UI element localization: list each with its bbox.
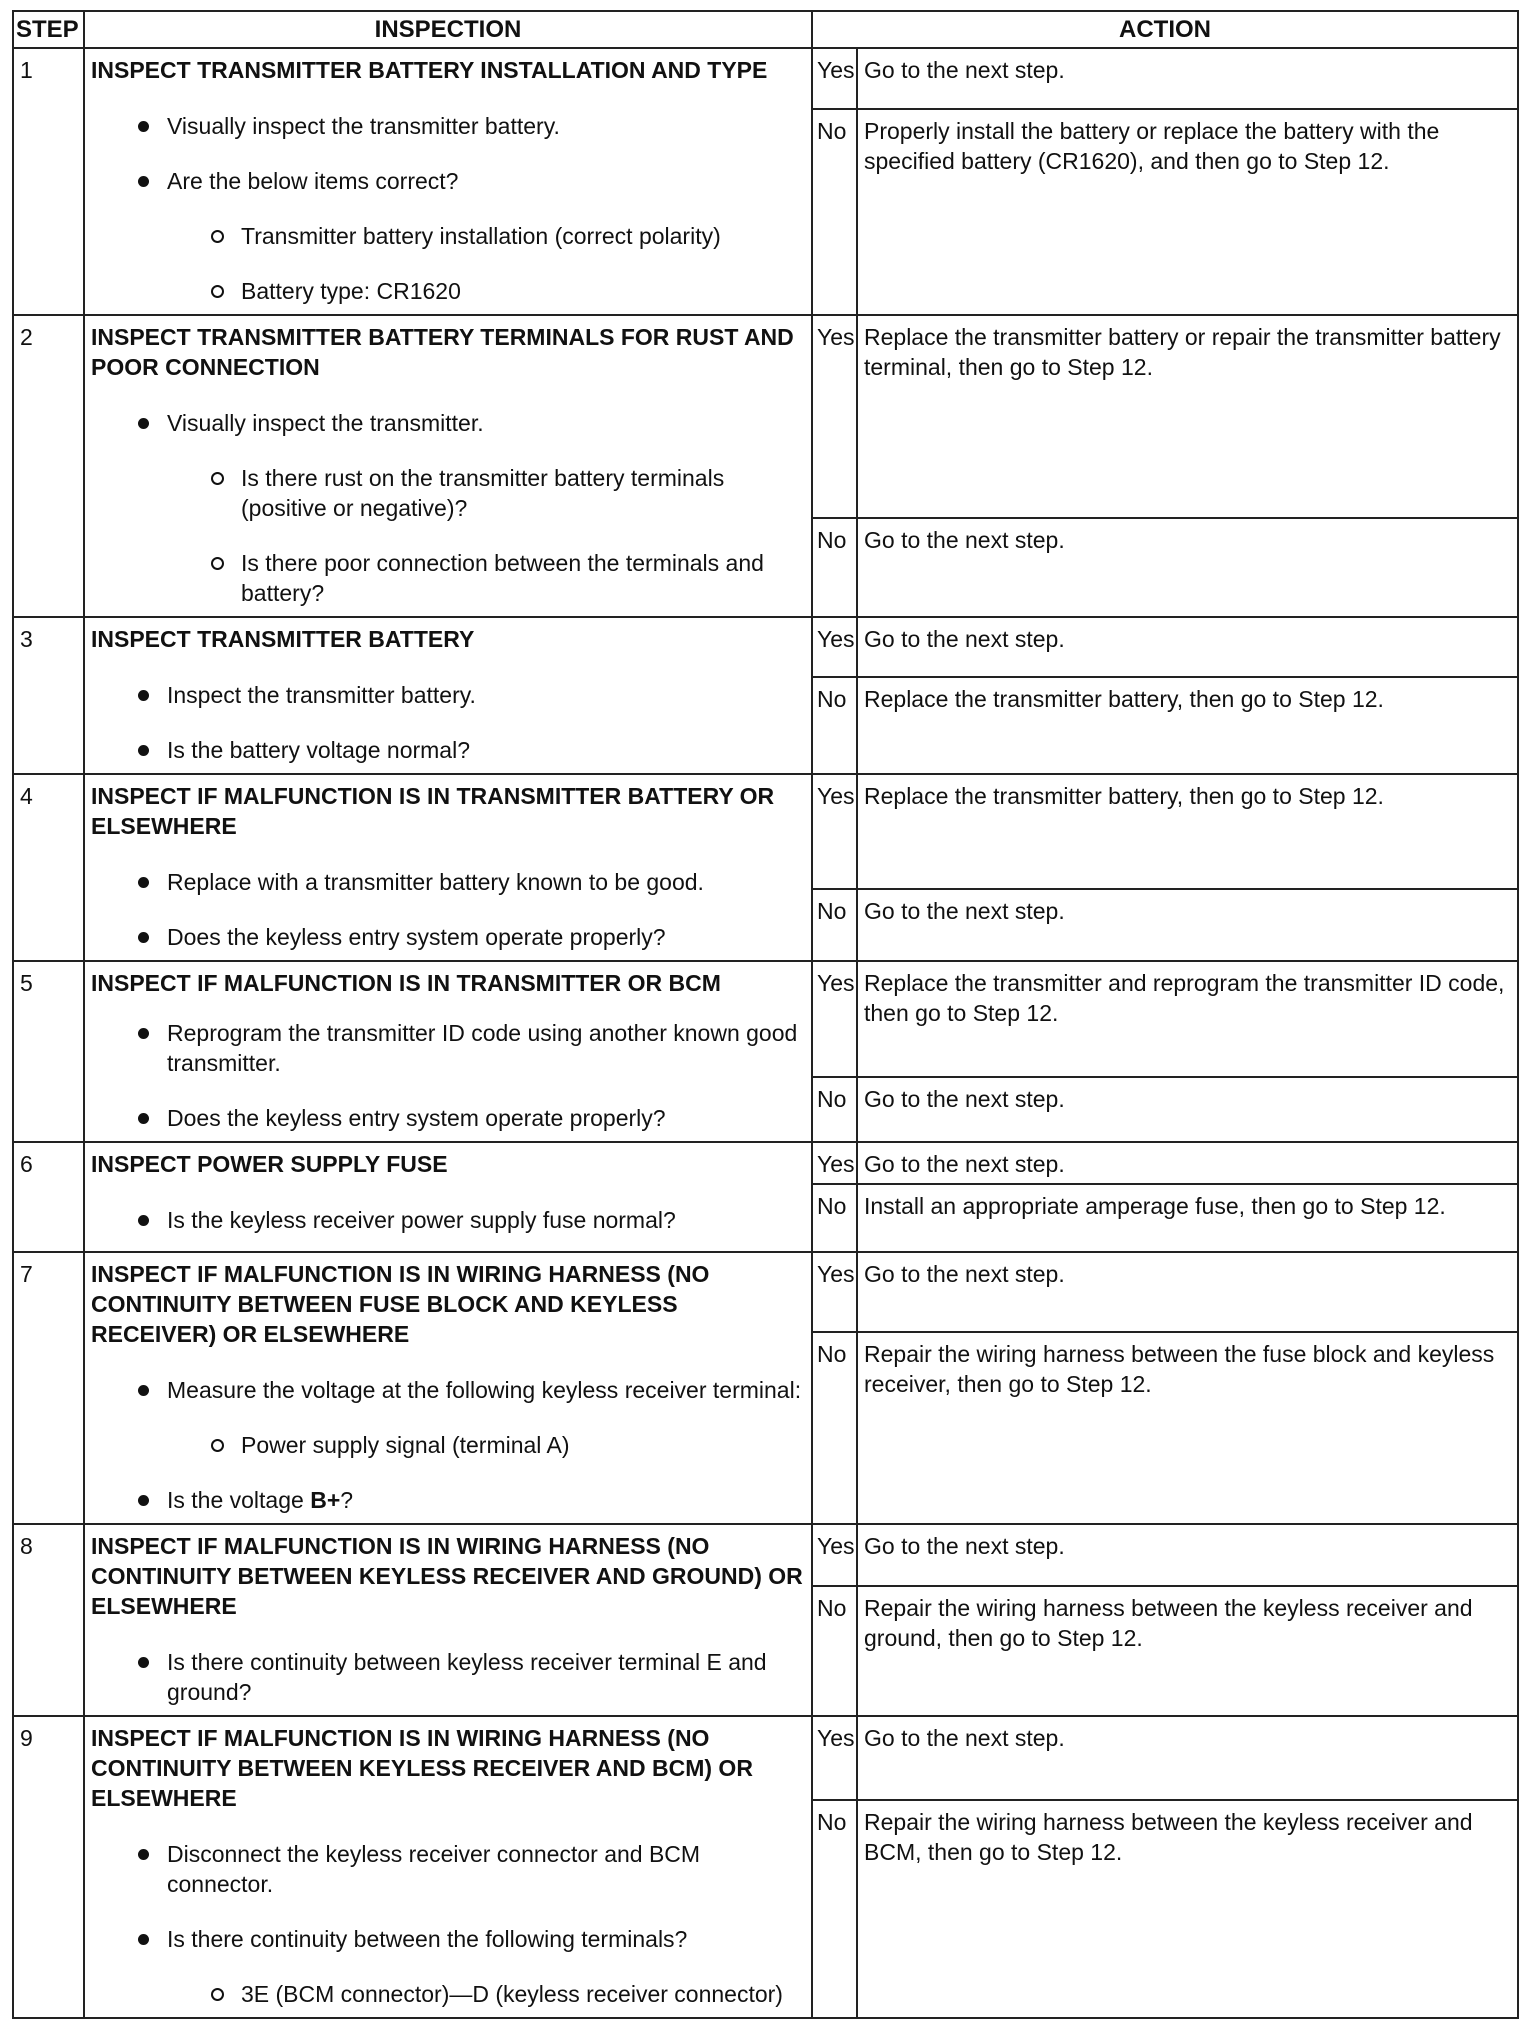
bullet-list: [91, 867, 803, 952]
inspection-table: [12, 10, 1519, 2019]
list-item: Is the keyless receiver power supply fuse normal?: [91, 1205, 803, 1235]
no-action: Properly install the battery or replace the battery with the specified battery (CR1620), and then go to Step 12.: [857, 109, 1518, 315]
yes-action: Go to the next step.: [857, 1142, 1518, 1184]
table-row: [13, 315, 1518, 518]
voltage-value: B+: [310, 1487, 341, 1513]
step-number: 8: [13, 1524, 84, 1716]
table-row: [13, 1524, 1518, 1586]
list-item: Disconnect the keyless receiver connector and BCM connector.: [91, 1839, 803, 1899]
list-item: [91, 166, 803, 306]
list-item: [91, 1375, 803, 1460]
no-label: No: [812, 109, 857, 315]
table-row: [13, 774, 1518, 889]
step-number: 1: [13, 48, 84, 315]
no-action: Repair the wiring harness between the keyless receiver and ground, then go to Step 12.: [857, 1586, 1518, 1716]
list-item-suffix: ?: [340, 1487, 354, 1513]
bullet-list: [91, 1018, 803, 1133]
step-number: 5: [13, 961, 84, 1142]
yes-action: Go to the next step.: [857, 1252, 1518, 1332]
step-number: 7: [13, 1252, 84, 1524]
no-action: Go to the next step.: [857, 518, 1518, 617]
table-row: [13, 961, 1518, 1077]
sub-bullet-list: [167, 1430, 803, 1460]
list-item: [91, 408, 803, 608]
yes-label: Yes: [812, 1252, 857, 1332]
bullet-list: [91, 408, 803, 608]
inspection-cell: [84, 48, 812, 315]
table-header-row: [13, 11, 1518, 48]
step-number: 6: [13, 1142, 84, 1252]
no-label: No: [812, 1184, 857, 1252]
no-label: No: [812, 518, 857, 617]
bullet-list: [91, 680, 803, 765]
list-item: [91, 1924, 803, 2009]
yes-action: Replace the transmitter battery, then go to Step 12.: [857, 774, 1518, 889]
no-label: No: [812, 1800, 857, 2018]
list-item-text: Is there continuity between the following terminals?: [167, 1926, 688, 1952]
step-number: 2: [13, 315, 84, 617]
list-item-text: Are the below items correct?: [167, 168, 459, 194]
inspection-cell: [84, 1252, 812, 1524]
yes-label: Yes: [812, 961, 857, 1077]
table-row: [13, 1142, 1518, 1184]
no-action: Repair the wiring harness between the keyless receiver and BCM, then go to Step 12.: [857, 1800, 1518, 2018]
inspection-cell: [84, 617, 812, 774]
sub-bullet-list: [167, 221, 803, 306]
step-number: 4: [13, 774, 84, 961]
list-item: Does the keyless entry system operate properly?: [91, 1103, 803, 1133]
header-step: STEP: [13, 11, 84, 48]
sub-list-item: Transmitter battery installation (correct polarity): [91, 221, 803, 251]
step-heading: INSPECT IF MALFUNCTION IS IN TRANSMITTER BATTERY OR ELSEWHERE: [91, 783, 775, 839]
sub-list-item: Power supply signal (terminal A): [91, 1430, 803, 1460]
step-number: 3: [13, 617, 84, 774]
bullet-list: [91, 1375, 803, 1515]
no-label: No: [812, 1077, 857, 1142]
document-page: [12, 10, 1517, 2007]
step-heading: INSPECT IF MALFUNCTION IS IN WIRING HARNESS (NO CONTINUITY BETWEEN KEYLESS RECEIVER AND GROUND) OR ELSEWHERE: [91, 1533, 803, 1619]
step-heading: INSPECT POWER SUPPLY FUSE: [91, 1151, 448, 1177]
yes-action: Go to the next step.: [857, 48, 1518, 109]
list-item: Replace with a transmitter battery known to be good.: [91, 867, 803, 897]
list-item-text: Visually inspect the transmitter.: [167, 410, 484, 436]
sub-bullet-list: [167, 463, 803, 608]
sub-list-item: Battery type: CR1620: [91, 276, 803, 306]
yes-label: Yes: [812, 1142, 857, 1184]
inspection-cell: [84, 774, 812, 961]
yes-action: Replace the transmitter battery or repair the transmitter battery terminal, then go to Step 12.: [857, 315, 1518, 518]
step-heading: INSPECT IF MALFUNCTION IS IN TRANSMITTER OR BCM: [91, 970, 721, 996]
yes-action: Go to the next step.: [857, 1716, 1518, 1800]
sub-list-item: 3E (BCM connector)—D (keyless receiver connector): [91, 1979, 803, 2009]
step-heading: INSPECT IF MALFUNCTION IS IN WIRING HARNESS (NO CONTINUITY BETWEEN KEYLESS RECEIVER AND BCM) OR ELSEWHERE: [91, 1725, 753, 1811]
yes-label: Yes: [812, 315, 857, 518]
inspection-cell: [84, 315, 812, 617]
header-action: ACTION: [812, 11, 1518, 48]
step-heading: INSPECT TRANSMITTER BATTERY INSTALLATION AND TYPE: [91, 57, 768, 83]
inspection-cell: [84, 1524, 812, 1716]
table-row: [13, 1716, 1518, 1800]
table-row: [13, 48, 1518, 109]
no-action: Go to the next step.: [857, 1077, 1518, 1142]
list-item: Reprogram the transmitter ID code using another known good transmitter.: [91, 1018, 803, 1078]
list-item: [91, 1485, 803, 1515]
step-heading: INSPECT IF MALFUNCTION IS IN WIRING HARNESS (NO CONTINUITY BETWEEN FUSE BLOCK AND KEYLESS RECEIVER) OR ELSEWHERE: [91, 1261, 710, 1347]
yes-label: Yes: [812, 48, 857, 109]
no-label: No: [812, 677, 857, 774]
yes-action: Go to the next step.: [857, 617, 1518, 677]
no-action: Install an appropriate amperage fuse, then go to Step 12.: [857, 1184, 1518, 1252]
list-item: Is there continuity between keyless receiver terminal E and ground?: [91, 1647, 803, 1707]
list-item: Inspect the transmitter battery.: [91, 680, 803, 710]
yes-action: Go to the next step.: [857, 1524, 1518, 1586]
list-item-text: Is the voltage: [167, 1487, 311, 1513]
step-number: 9: [13, 1716, 84, 2018]
yes-action: Replace the transmitter and reprogram the transmitter ID code, then go to Step 12.: [857, 961, 1518, 1077]
inspection-cell: [84, 1716, 812, 2018]
bullet-list: [91, 1647, 803, 1707]
no-label: No: [812, 889, 857, 961]
sub-bullet-list: [167, 1979, 803, 2009]
inspection-cell: [84, 961, 812, 1142]
no-action: Replace the transmitter battery, then go to Step 12.: [857, 677, 1518, 774]
no-label: No: [812, 1586, 857, 1716]
table-row: [13, 617, 1518, 677]
bullet-list: [91, 1205, 803, 1235]
no-action: Go to the next step.: [857, 889, 1518, 961]
yes-label: Yes: [812, 1716, 857, 1800]
bullet-list: [91, 1839, 803, 2009]
list-item-text: Measure the voltage at the following keyless receiver terminal:: [167, 1377, 802, 1403]
header-inspection: INSPECTION: [84, 11, 812, 48]
no-label: No: [812, 1332, 857, 1524]
no-action: Repair the wiring harness between the fuse block and keyless receiver, then go to Step 12.: [857, 1332, 1518, 1524]
inspection-cell: [84, 1142, 812, 1252]
step-heading: INSPECT TRANSMITTER BATTERY: [91, 626, 475, 652]
yes-label: Yes: [812, 1524, 857, 1586]
list-item: Is the battery voltage normal?: [91, 735, 803, 765]
sub-list-item: Is there poor connection between the terminals and battery?: [91, 548, 803, 608]
yes-label: Yes: [812, 774, 857, 889]
table-row: [13, 1252, 1518, 1332]
list-item: Visually inspect the transmitter battery.: [91, 111, 803, 141]
yes-label: Yes: [812, 617, 857, 677]
step-heading: INSPECT TRANSMITTER BATTERY TERMINALS FOR RUST AND POOR CONNECTION: [91, 324, 794, 380]
list-item: Does the keyless entry system operate properly?: [91, 922, 803, 952]
sub-list-item: Is there rust on the transmitter battery terminals (positive or negative)?: [91, 463, 803, 523]
bullet-list: [91, 111, 803, 306]
